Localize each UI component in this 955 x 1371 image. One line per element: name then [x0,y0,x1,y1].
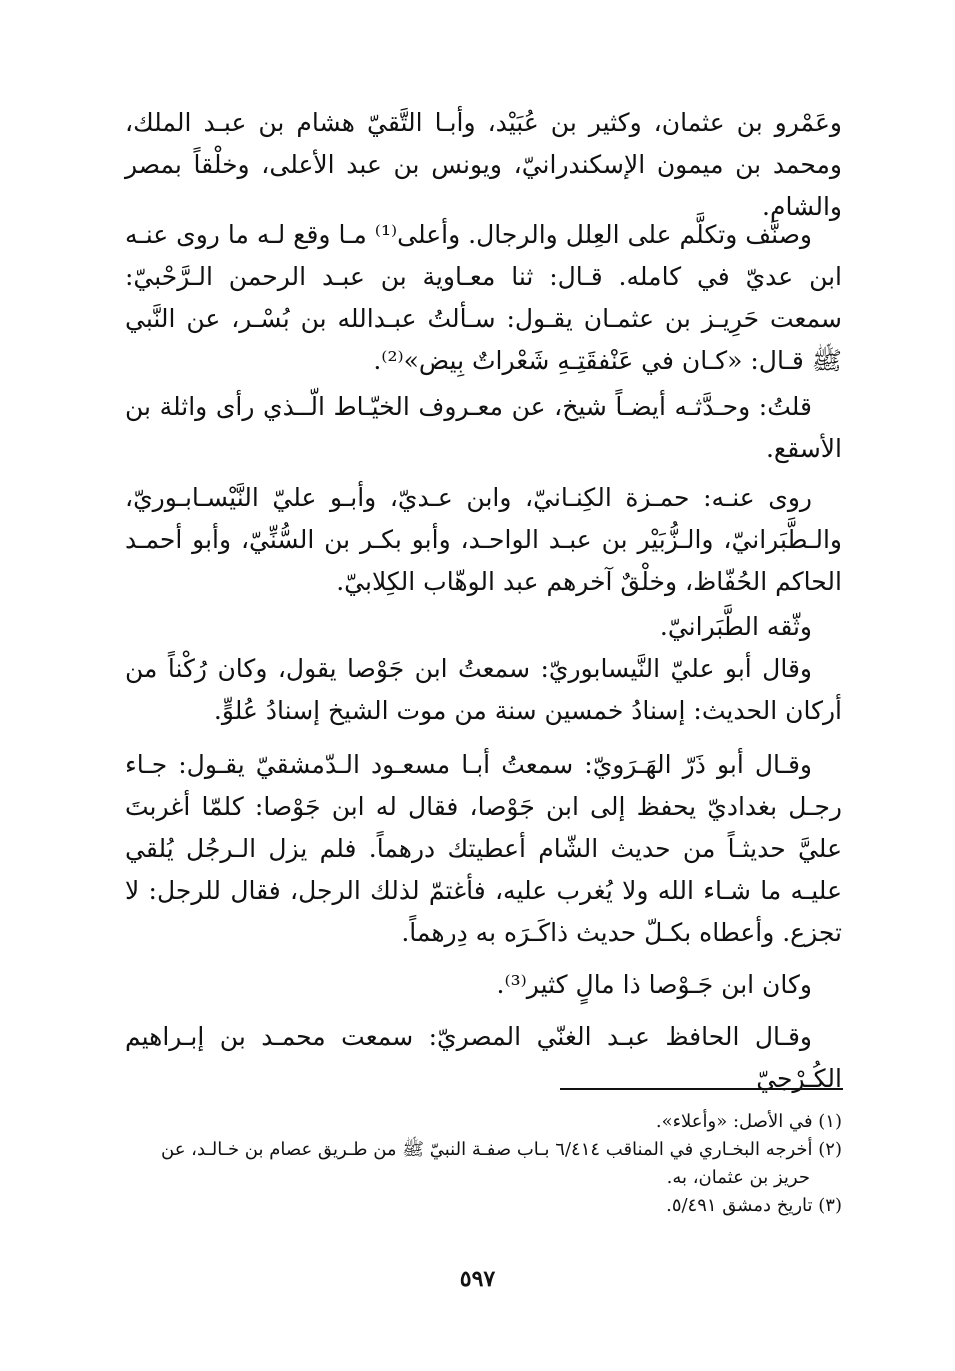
footnote-1: (١) في الأصل: «وأعلاء». [655,1111,842,1132]
paragraph-isnad: وقال أبو عليّ النَّيسابوريّ: سمعتُ ابن جَوْصا يقول، وكان رُكْناً من أركان الحديث: إسنادُ خمسين سنة من موت الشيخ إسنادُ عُلوٍّ. [125,654,842,725]
footnotes [125,1108,842,1220]
paragraph-continued: وقـال الحافظ عبـد الغنّي المصريّ: سمعت محمـد بن إبـراهيم الكُـرْجيّ [125,1022,842,1093]
paragraph-authentication: وثّقه الطَّبَرانيّ. [659,612,812,641]
footnote-2: (٢) أخرجه البخـاري في المناقب ٦/٤١٤ بـاب صفـة النبيّ ﷺ من طـريق عصام بن خـالـد، عن [161,1139,842,1160]
paragraph-works: وصنَّف وتكلَّم على العِلل والرجال. وأعلى⁽¹⁾ مـا وقع لـه ما روى عنـه ابن عديّ في كامله. قـال: ثنا معـاوية بن عبـد الرحمن الـرَّحْبيّ: سمعت حَرِيـز بن عثمـان يقـول: سـألتُ عبـدالله بن بُسْـر، عن النَّبي ﷺ قـال: «كـان في عَنْفقَتِـهِ شَعْراتٌ بِيض»⁽²⁾. [125,220,843,375]
paragraph-note: قلتُ: وحـدَّثـه أيضـاً شيخ، عن معـروف الخيّـاط الّــذي رأى واثلة بن الأسقع. [125,392,842,463]
footnote-2-continuation: حريز بن عثمان، به. [666,1167,810,1188]
footnote-3: (٣) تاريخ دمشق ٥/٤٩١. [666,1195,842,1216]
paragraph-anecdote: وقـال أبو ذَرّ الهَـرَويّ: سمعتُ أبـا مسعـود الـدّمشقيّ يقـول: جـاء رجـل بغداديّ يحفظ إلى ابن جَوْصا، فقال له ابن جَوْصا: كلمّا أغربتَ عليَّ حديثـاً من حديث الشّام أعطيتك درهماً. فلم يزل الـرجُل يُلقي عليـه ما شـاء الله ولا يُغرب عليه، فأغتمّ لذلك الرجل، فقال للرجل: لا تجزع. وأعطاه بكـلّ حديث ذاكَـرَه به دِرهماً. [125,750,842,947]
footnote-separator [560,1088,843,1090]
page-number: ٥٩٧ [459,1266,496,1292]
paragraph-wealth: وكان ابن جَـوْصا ذا مالٍ كثير⁽³⁾. [496,970,812,999]
paragraph-teachers: وعَمْرو بن عثمان، وكثير بن عُبَيْد، وأبـا التَّقيّ هشام بن عبـد الملك، ومحمد بن ميمون الإسكندرانيّ، ويونس بن عبد الأعلى، وخلْقاً بمصر والشام. [125,108,842,221]
paragraph-students: روى عنـه: حمـزة الكِنـانيّ، وابن عـديّ، وأبـو عليّ النَّيْسـابـوريّ، والـطَّبَرانيّ، والـزُّبَيْر بن عبـد الواحـد، وأبو بكـر بن السُّنِّيّ، وأبو أحمـد الحاكم الحُفّاظ، وخلْقٌ آخرهم عبد الوهّاب الكِلابيّ. [125,483,842,596]
